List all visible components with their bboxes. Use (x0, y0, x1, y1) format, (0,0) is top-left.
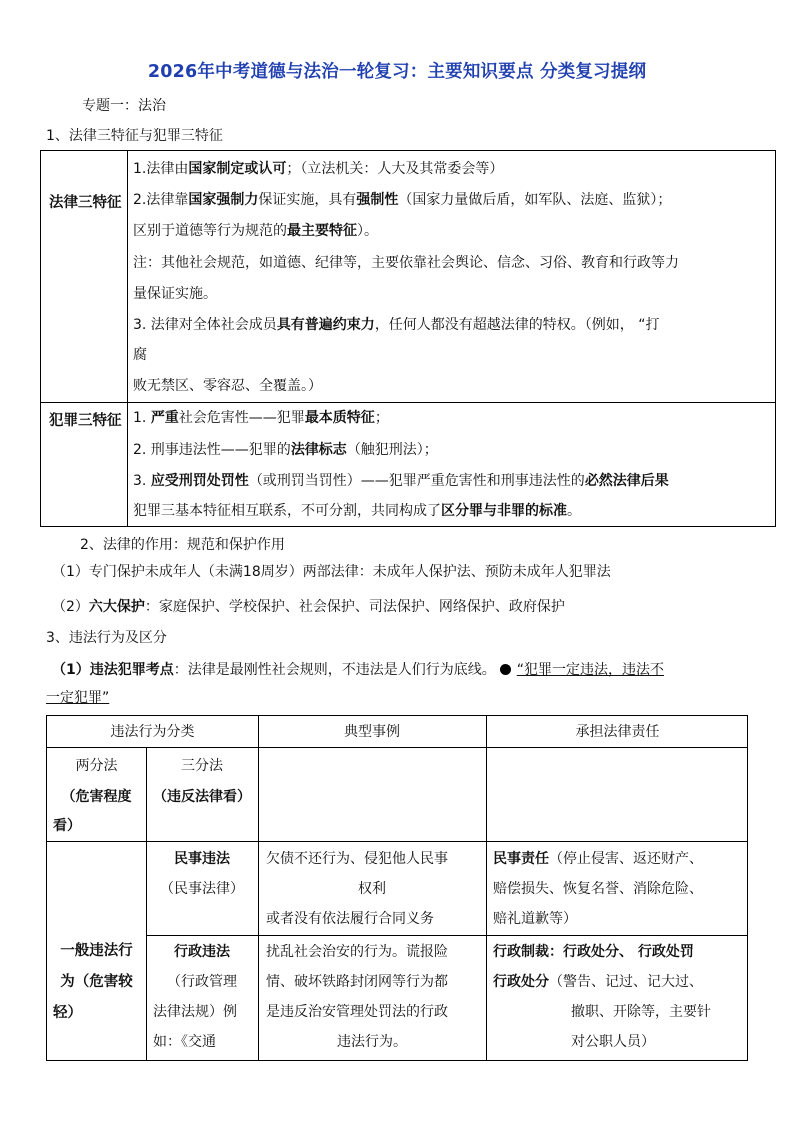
section1-heading: 1、法律三特征与犯罪三特征 (46, 128, 223, 144)
two-way-label: 两分法 (75, 758, 118, 774)
crime-features-summary: 犯罪三基本特征相互联系，不可分割，共同构成了区分罪与非罪的标准。 (133, 503, 581, 519)
admin-responsibility-3: 撤职、开除等，主要针 (571, 1004, 711, 1020)
civil-example-1: 欠债不还行为、侵犯他人民事 (266, 851, 448, 867)
admin-illegal-sub-1: （行政管理 (167, 974, 237, 990)
law-note: 注：其他社会规范，如道德、纪律等，主要依靠社会舆论、信念、习俗、教育和行政等力 (133, 255, 679, 271)
table-divider (47, 747, 747, 748)
three-way-label-2: （违反法律看） (153, 789, 251, 805)
section3-point-1: （1）违法犯罪考点：法律是最刚性社会规则，不违法是人们行为底线。 “犯罪一定违法，违法不 (52, 662, 665, 678)
crime-features-label: 犯罪三特征 (49, 413, 122, 429)
civil-illegal-label: 民事违法 (174, 851, 230, 867)
three-way-label: 三分法 (181, 758, 223, 774)
illegal-acts-table (46, 715, 748, 1061)
general-illegal-label-3: 轻） (53, 1005, 82, 1021)
section2-point-2: （2）六大保护：家庭保护、学校保护、社会保护、司法保护、网络保护、政府保护 (52, 599, 565, 615)
admin-responsibility-2: 行政处分（警告、记过、记大过、 (493, 974, 703, 990)
civil-illegal-sub: （民事法律） (160, 881, 244, 897)
section3-point-1-cont: 一定犯罪” (46, 690, 110, 706)
two-way-label-2: （危害程度 (61, 789, 132, 805)
table-divider (486, 716, 487, 1060)
crime-feature-3: 3. 应受刑罚处罚性（或刑罚当罚性）——犯罪严重危害性和刑事违法性的必然法律后果 (133, 473, 669, 489)
law-note-cont: 量保证实施。 (133, 286, 217, 302)
section2-heading: 2、法律的作用：规范和保护作用 (80, 537, 285, 553)
topic-heading: 专题一：法治 (82, 98, 166, 114)
law-feature-3-example: 败无禁区、零容忍、全覆盖。） (133, 378, 322, 394)
admin-illegal-sub-2: 法律法规）例 (153, 1004, 237, 1020)
table-divider (41, 402, 775, 403)
civil-responsibility-3: 赔礼道歉等） (493, 911, 577, 927)
table-divider (127, 151, 128, 526)
admin-example-1: 扰乱社会治安的行为。谎报险 (266, 944, 448, 960)
law-feature-3: 3. 法律对全体社会成员具有普遍约束力，任何人都没有超越法律的特权。（例如， “打 (133, 317, 660, 333)
civil-example-2: 权利 (358, 881, 386, 897)
general-illegal-label: 一般违法行 (60, 943, 133, 959)
features-table (40, 150, 776, 527)
civil-example-3: 或者没有依法履行合同义务 (266, 911, 434, 927)
civil-responsibility-2: 赔偿损失、恢复名誉、消除危险、 (493, 881, 703, 897)
section2-point-1: （1）专门保护未成年人（未满18周岁）两部法律：未成年人保护法、预防未成年人犯罪法 (52, 564, 611, 580)
law-feature-3-cont: 腐 (133, 347, 147, 363)
page-title: 2026年中考道德与法治一轮复习：主要知识要点 分类复习提纲 (147, 62, 647, 82)
header-examples: 典型事例 (344, 724, 400, 740)
bullet-icon (500, 664, 511, 675)
admin-example-3: 是违反治安管理处罚法的行政 (266, 1004, 448, 1020)
table-divider (146, 935, 747, 936)
table-divider (47, 841, 747, 842)
admin-illegal-label: 行政违法 (174, 944, 230, 960)
admin-example-4: 违法行为。 (337, 1034, 407, 1050)
law-feature-2-cont: 区别于道德等行为规范的最主要特征）。 (133, 223, 378, 239)
header-responsibility: 承担法律责任 (575, 724, 660, 740)
law-feature-2: 2.法律靠国家强制力保证实施，具有强制性（国家力量做后盾，如军队、法庭、监狱）； (133, 192, 672, 208)
law-features-label: 法律三特征 (49, 195, 122, 211)
two-way-label-3: 看） (53, 818, 81, 834)
admin-example-2: 情、破坏铁路封闭网等行为都 (266, 974, 448, 990)
admin-illegal-sub-3: 如：《交通 (153, 1034, 216, 1050)
civil-responsibility-1: 民事责任（停止侵害、返还财产、 (493, 851, 703, 867)
admin-responsibility-1: 行政制裁：行政处分、 行政处罚 (493, 944, 694, 960)
law-feature-1: 1.法律由国家制定或认可；（立法机关：人大及其常委会等） (133, 161, 504, 177)
general-illegal-label-2: 为（危害较 (60, 974, 133, 990)
header-classification: 违法行为分类 (110, 724, 195, 740)
section3-heading: 3、违法行为及区分 (46, 630, 167, 646)
admin-responsibility-4: 对公职人员） (571, 1034, 655, 1050)
crime-feature-2: 2. 刑事违法性——犯罪的法律标志（触犯刑法）； (133, 442, 438, 458)
crime-feature-1: 1. 严重社会危害性——犯罪最本质特征； (133, 410, 389, 426)
